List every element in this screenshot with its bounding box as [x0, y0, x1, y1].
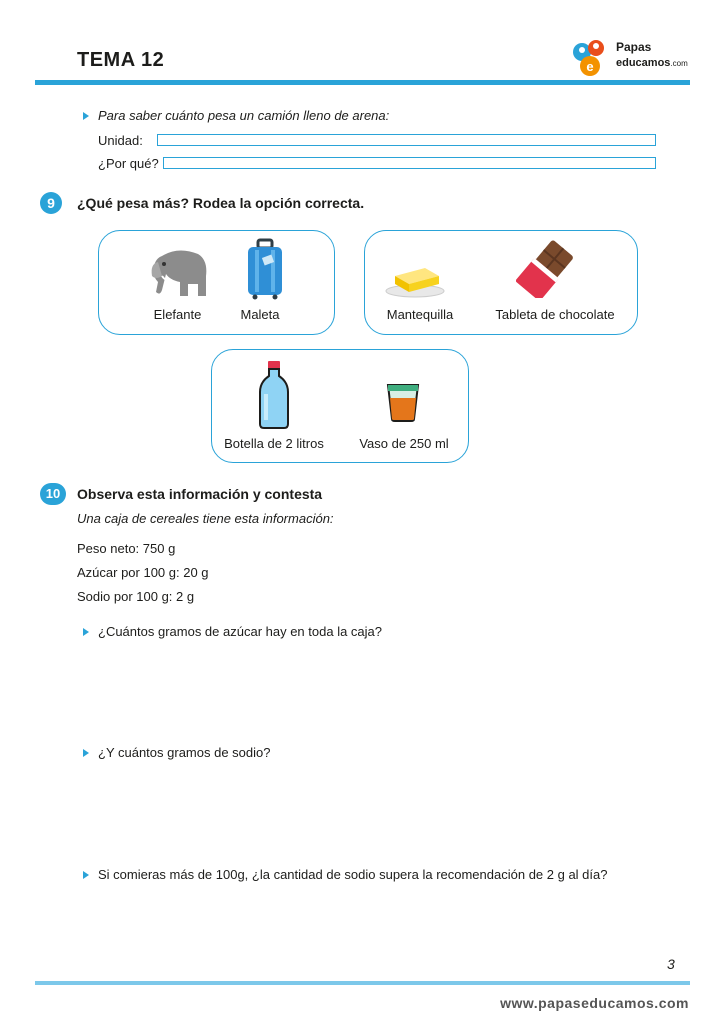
why-input[interactable]	[163, 157, 656, 169]
footer-divider	[35, 981, 690, 985]
elephant-icon[interactable]	[148, 246, 210, 298]
fact-sodio: Sodio por 100 g: 2 g	[77, 589, 195, 604]
fact-azucar: Azúcar por 100 g: 20 g	[77, 565, 209, 580]
bullet-icon	[83, 628, 89, 636]
option-maleta[interactable]: Maleta	[240, 307, 280, 322]
papaseducamos-logo	[570, 38, 690, 78]
unit-input[interactable]	[157, 134, 656, 146]
intro-prompt: Para saber cuánto pesa un camión lleno de arena:	[98, 108, 390, 123]
answer-area-sodio[interactable]	[98, 770, 654, 860]
option-box-1	[98, 230, 335, 335]
page-title: TEMA 12	[77, 49, 165, 71]
logo-family-icon	[570, 38, 614, 78]
water-bottle-icon[interactable]	[258, 360, 290, 430]
option-elefante[interactable]: Elefante	[153, 307, 202, 322]
option-botella-2-litros[interactable]: Botella de 2 litros	[224, 436, 324, 451]
exercise-9-title: ¿Qué pesa más? Rodea la opción correcta.	[77, 195, 365, 211]
header-divider	[35, 80, 690, 85]
why-label: ¿Por qué?	[98, 156, 159, 171]
logo-text-papas: Papas	[616, 40, 652, 54]
butter-icon[interactable]	[385, 258, 445, 298]
answer-area-recomendacion[interactable]	[98, 890, 654, 950]
bullet-icon	[83, 749, 89, 757]
option-tableta-chocolate[interactable]: Tableta de chocolate	[495, 307, 615, 322]
exercise-10-number: 10	[40, 483, 66, 505]
suitcase-icon[interactable]	[245, 238, 285, 300]
option-vaso-250ml[interactable]: Vaso de 250 ml	[359, 436, 449, 451]
bullet-icon	[83, 112, 89, 120]
chocolate-bar-icon[interactable]	[516, 240, 576, 298]
exercise-9-number: 9	[40, 192, 62, 214]
glass-icon[interactable]	[385, 382, 421, 422]
footer-url[interactable]: www.papaseducamos.com	[500, 995, 689, 1011]
page-number: 3	[667, 956, 675, 972]
question-azucar: ¿Cuántos gramos de azúcar hay en toda la caja?	[98, 624, 383, 639]
unit-label: Unidad:	[98, 133, 143, 148]
svg-text:e: e	[586, 59, 594, 74]
question-recomendacion: Si comieras más de 100g, ¿la cantidad de sodio supera la recomendación de 2 g al día?	[98, 867, 608, 882]
fact-peso-neto: Peso neto: 750 g	[77, 541, 176, 556]
option-mantequilla[interactable]: Mantequilla	[386, 307, 454, 322]
answer-area-azucar[interactable]	[98, 648, 654, 738]
exercise-10-title: Observa esta información y contesta	[77, 486, 323, 502]
bullet-icon	[83, 871, 89, 879]
logo-text-educamos: educamos.com	[616, 57, 688, 69]
exercise-10-subtitle: Una caja de cereales tiene esta información:	[77, 511, 334, 526]
question-sodio: ¿Y cuántos gramos de sodio?	[98, 745, 271, 760]
